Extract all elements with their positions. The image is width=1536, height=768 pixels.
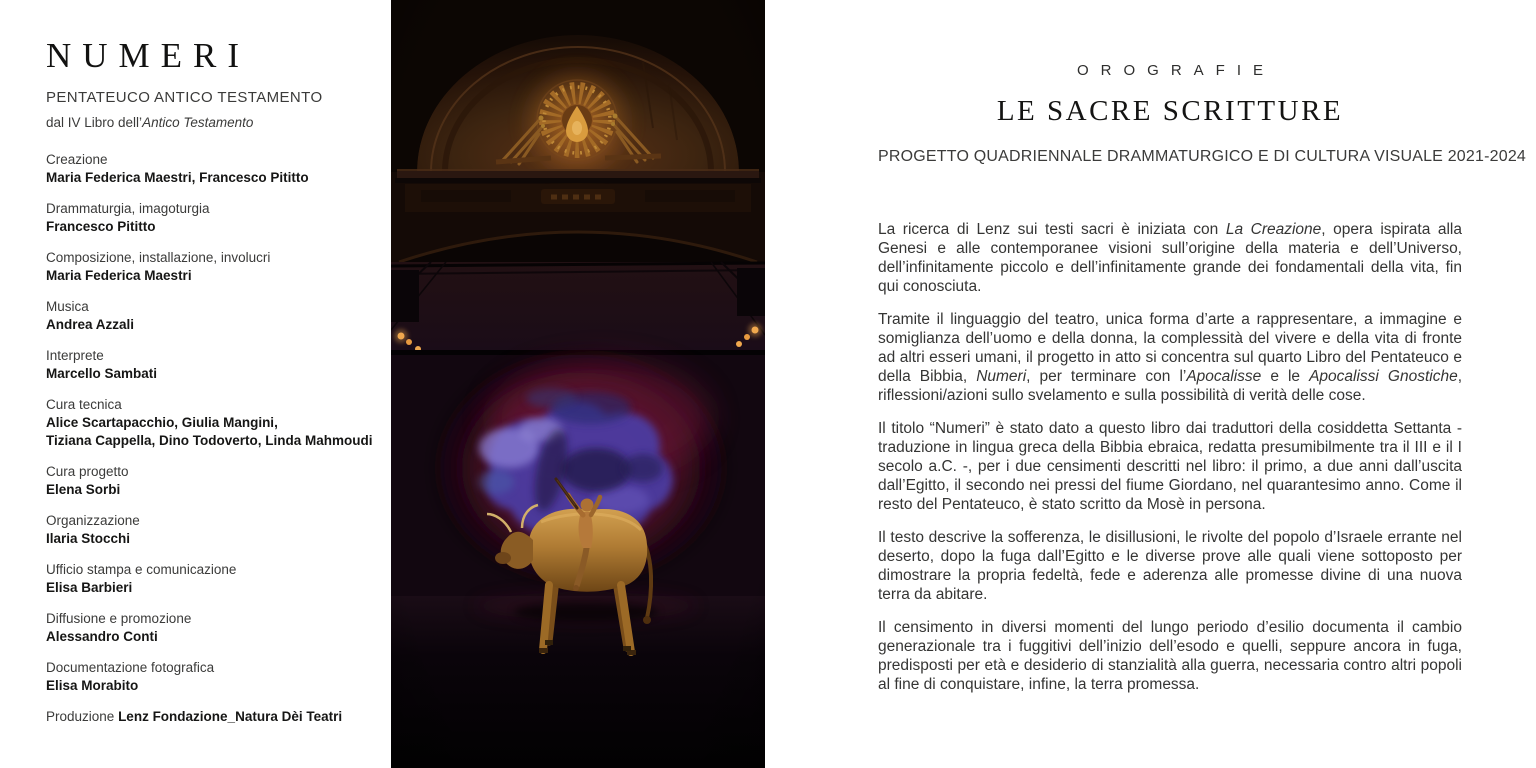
performance-photo-art (391, 0, 765, 768)
credit-block (46, 610, 386, 646)
credit-names: Alice Scartapacchio, Giulia Mangini, (46, 415, 278, 430)
source-italic: Antico Testamento (142, 115, 254, 130)
credit-role: Diffusione e promozione (46, 611, 192, 626)
credit-block (46, 151, 386, 187)
body-text (878, 220, 1462, 694)
credit-block (46, 298, 386, 334)
credit-names: Andrea Azzali (46, 317, 135, 332)
credit-role: Creazione (46, 152, 108, 167)
credit-block (46, 659, 386, 695)
credit-role: Interprete (46, 348, 104, 363)
credits-column (46, 36, 386, 726)
production-prefix: Produzione (46, 709, 119, 724)
credit-role: Organizzazione (46, 513, 140, 528)
credit-names: Elisa Morabito (46, 678, 139, 693)
production-title: NUMERI (46, 36, 251, 75)
credit-block (46, 561, 386, 597)
source-prefix: dal IV Libro dell’ (46, 115, 143, 130)
project-subtitle: PROGETTO QUADRIENNALE DRAMMATURGICO E DI CULTURA VISUALE 2021-2024 (878, 148, 1527, 165)
paragraph: Il testo descrive la sofferenza, le disillusioni, le rivolte del popolo d’Israele errante nel deserto, dopo la fuga dall’Egitto e le diverse prove alle quali viene sottoposto per dimostrare la propria fedeltà, fede e aderenza alle promesse divine di una nuova terra da abitare. (878, 529, 1462, 603)
credit-block (46, 512, 386, 548)
credit-role: Documentazione fotografica (46, 660, 215, 675)
credit-role: Cura progetto (46, 464, 129, 479)
credit-role: Musica (46, 299, 89, 314)
production-subtitle: PENTATEUCO ANTICO TESTAMENTO (46, 89, 323, 106)
credit-names: Ilaria Stocchi (46, 531, 131, 546)
credit-names: Marcello Sambati (46, 366, 158, 381)
credit-names: Maria Federica Maestri (46, 268, 192, 283)
performance-photo (391, 0, 765, 768)
credit-names: Elisa Barbieri (46, 580, 133, 595)
credit-role: Drammaturgia, imagoturgia (46, 201, 210, 216)
project-kicker: OROGRAFIE (1076, 62, 1275, 79)
credit-block (46, 463, 386, 499)
credit-names: Tiziana Cappella, Dino Todoverto, Linda Mahmoudi (46, 433, 373, 448)
credit-block (46, 200, 386, 236)
paragraph: Il titolo “Numeri” è stato dato a questo libro dai traduttori della cosiddetta Settanta - traduzione in lingua greca della Bibbia ebraica, redatta presumibilmente tra il III e il I secolo a.C. -, per i due censimenti descritti nel libro: il primo, a due anni dall’uscita dall’Egitto, il secondo nei pressi del fiume Giordano, nel quarantesimo anno. Come il resto del Pentateuco, è stato scritto da Mosè in persona. (878, 420, 1462, 513)
source-line (46, 115, 386, 130)
credit-names: Francesco Pititto (46, 219, 156, 234)
paragraph: La ricerca di Lenz sui testi sacri è iniziata con La Creazione, opera ispirata alla Genesi e alle contemporanee visioni sull’origine della materia e dell’Universo, dell’infinitamente piccolo e dell’infinitamente grande dei fondamentali della vita, fin qui conosciuta. (878, 221, 1462, 295)
credit-block (46, 347, 386, 383)
credits-list (46, 151, 386, 695)
credit-block (46, 396, 386, 450)
credit-block (46, 249, 386, 285)
paragraph: Il censimento in diversi momenti del lungo periodo d’esilio documenta il cambio generazionale tra i fuggitivi dell’inizio dell’esodo e quelli, seppure ancora in fuga, predisposti per età e desiderio di stanzialità alla guerra, necessaria contro altri popoli al fine di conquistare, infine, la terra promessa. (878, 619, 1462, 693)
credit-names: Maria Federica Maestri, Francesco Pititto (46, 170, 309, 185)
paragraph: Tramite il linguaggio del teatro, unica forma d’arte a rappresentare, a immagine e somiglianza dell’uomo e della donna, la complessità del vivere e della vita di fronte ad altri esseri umani, il progetto in atto si concentra sul quarto Libro del Pentateuco e della Bibbia, Numeri, per terminare con l’Apocalisse e le Apocalissi Gnostiche, riflessioni/azioni sullo svelamento e sulla possibilità di verità delle cose. (878, 311, 1463, 404)
project-title: LE SACRE SCRITTURE (996, 95, 1344, 127)
credit-role: Composizione, installazione, involucri (46, 250, 271, 265)
credit-names: Elena Sorbi (46, 482, 121, 497)
credit-names: Alessandro Conti (46, 629, 158, 644)
project-column (878, 62, 1527, 708)
credit-role: Ufficio stampa e comunicazione (46, 562, 237, 577)
production-line (46, 708, 386, 726)
production-company: Lenz Fondazione_Natura Dèi Teatri (118, 709, 343, 724)
credit-role: Cura tecnica (46, 397, 122, 412)
